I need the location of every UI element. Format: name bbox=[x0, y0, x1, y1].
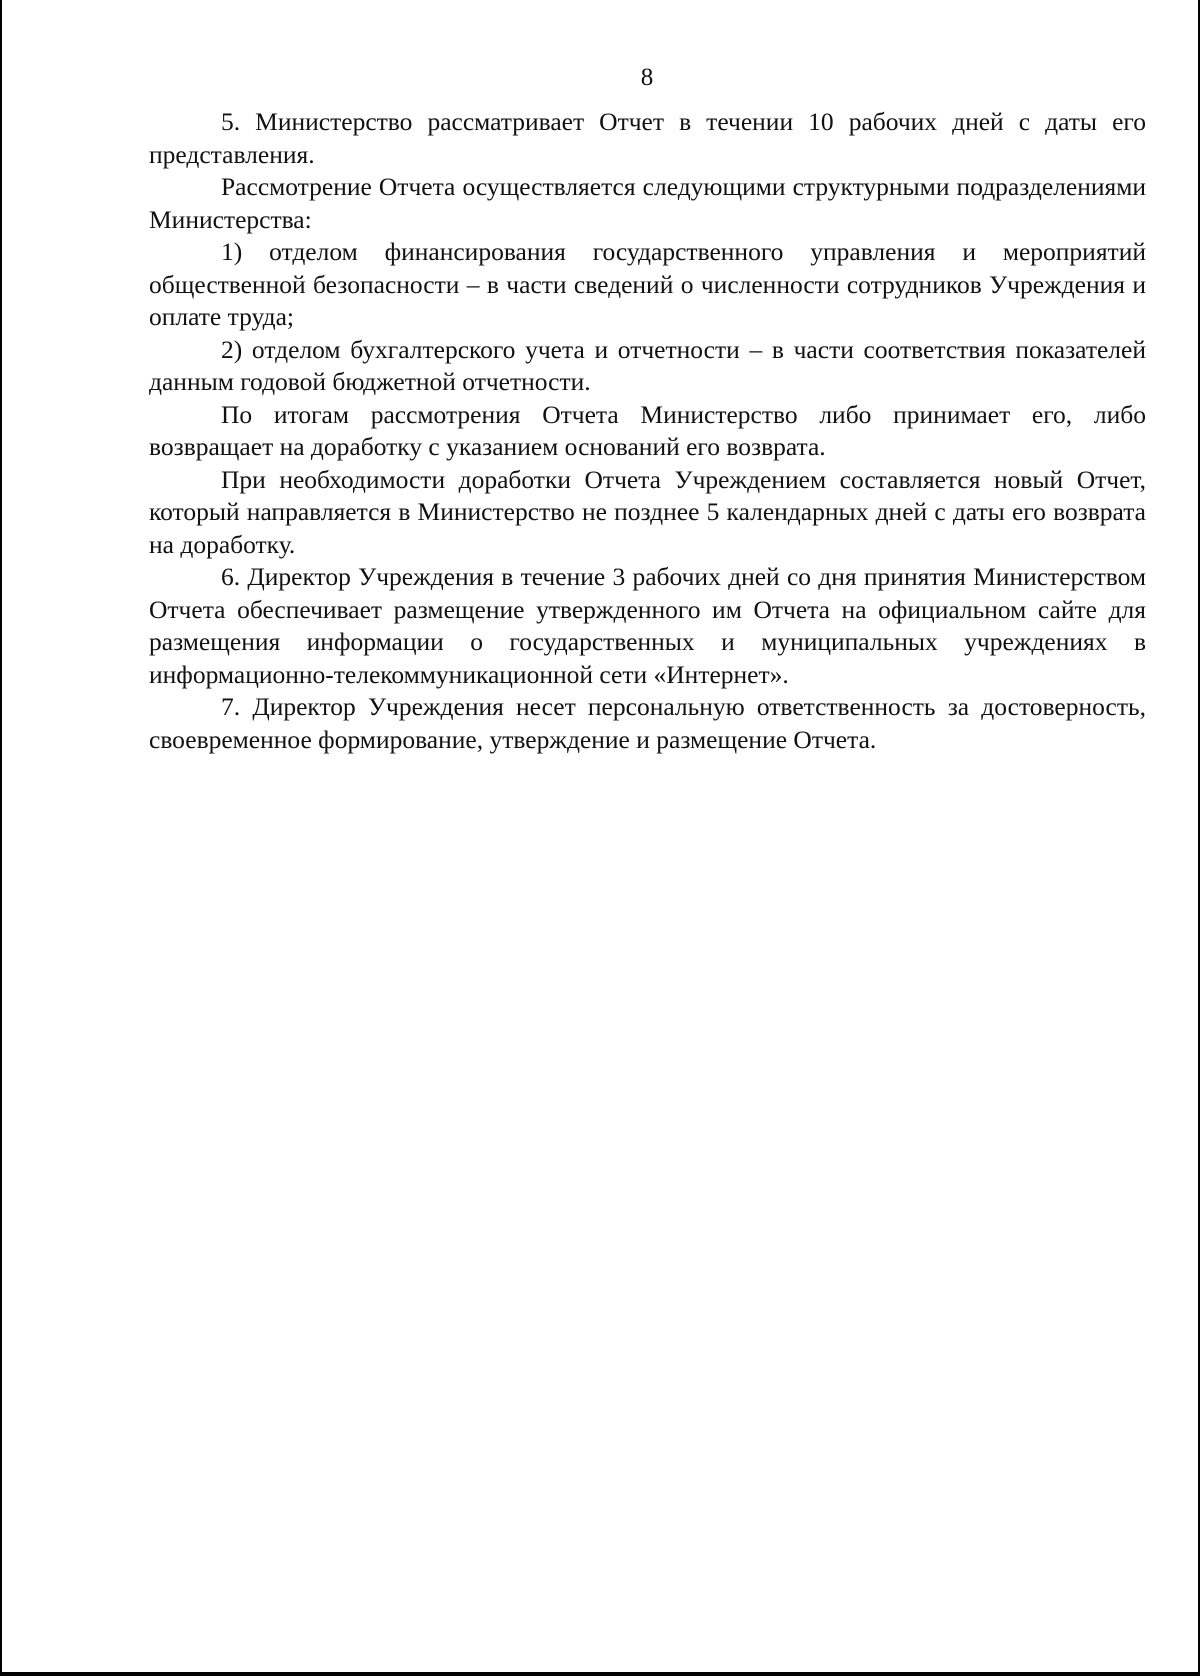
paragraph-rework: При необходимости доработки Отчета Учреждением составляется новый Отчет, который направляется в Министерство не позднее 5 календарных дней с даты его возврата на доработку. bbox=[149, 464, 1146, 559]
paragraph-unit-2: 2) отделом бухгалтерского учета и отчетности – в части соответствия показателей данным годовой бюджетной отчетности. bbox=[149, 334, 1146, 396]
document-body bbox=[149, 106, 1146, 756]
page-number: 8 bbox=[640, 64, 654, 91]
paragraph-6-publication: 6. Директор Учреждения в течение 3 рабочих дней со дня принятия Министерством Отчета обеспечивает размещение утвержденного им Отчета на официальном сайте для размещения информации о государственных и муниципальных учреждениях в информационно-телекоммуникационной сети «Интернет». bbox=[149, 562, 1146, 689]
paragraph-unit-1: 1) отделом финансирования государственного управления и мероприятий общественной безопасности – в части сведений о численности сотрудников Учреждения и оплате труда; bbox=[149, 237, 1146, 331]
paragraph-5-review-period: 5. Министерство рассматривает Отчет в течении 10 рабочих дней с даты его представления. bbox=[149, 107, 1146, 169]
paragraph-7-responsibility: 7. Директор Учреждения несет персональную ответственность за достоверность, своевременное формирование, утверждение и размещение Отчета. bbox=[149, 692, 1146, 754]
paragraph-review-result: По итогам рассмотрения Отчета Министерство либо принимает его, либо возвращает на доработку с указанием оснований его возврата. bbox=[149, 399, 1146, 461]
paragraph-review-units: Рассмотрение Отчета осуществляется следующими структурными подразделениями Министерства: bbox=[149, 172, 1146, 234]
